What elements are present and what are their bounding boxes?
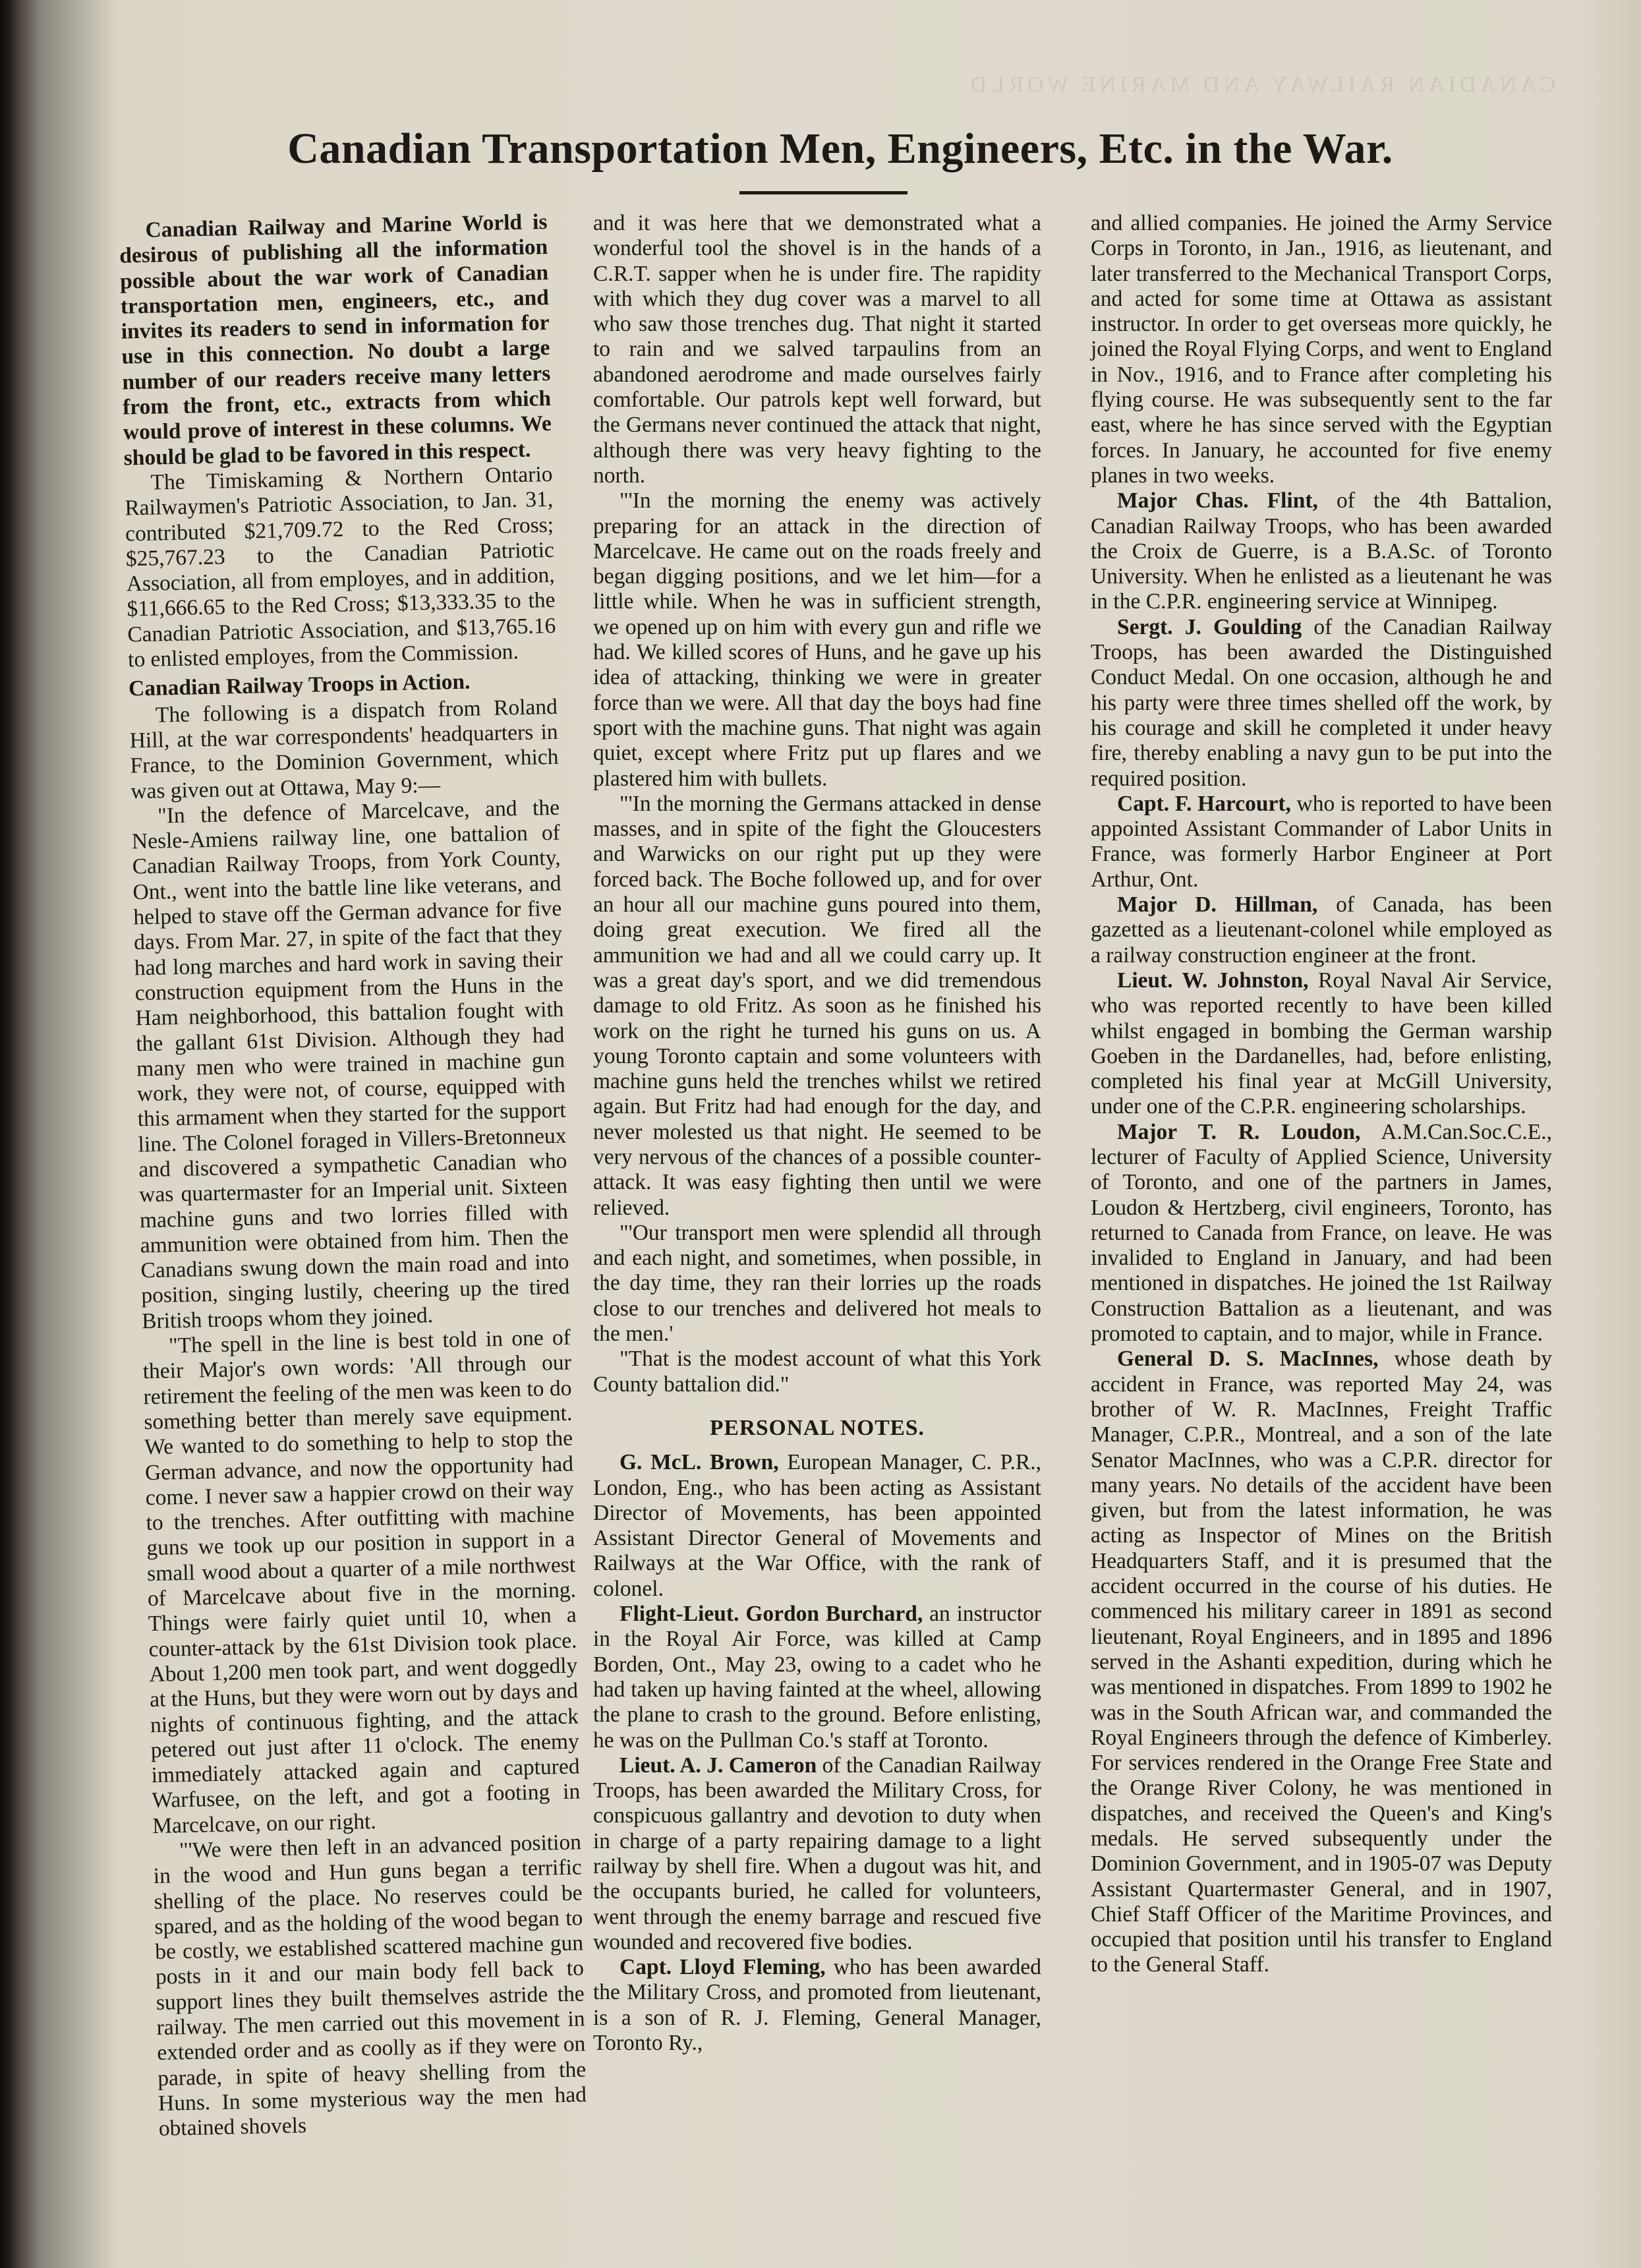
- paragraph: and allied companies. He joined the Army Service Corps in Toronto, in Jan., 1916, as lieutenant, and later transferred to the Mechanical Transport Corps, and acted for some time at Ottawa as assistant instructor. In order to get overseas more quickly, he joined the Royal Flying Corps, and went to England in Nov., 1916, and to France after completing his flying course. He was subsequently sent to the far east, where he has since served with the Egyptian forces. In January, he accounted for five enemy planes in two weeks.: [1091, 211, 1552, 488]
- note-text: whose death by accident in France, was reported May 24, was brother of W. R. MacInnes, Freight Traffic Manager, C.P.R., Montreal, and a son of the late Senator MacInnes, who was a C.P.R. director for many years. No details of the accident have been given, but from the latest information, he was acting as Inspector of Mines on the British Headquarters Staff, and it is presumed that the accident occurred in the course of his duties. He commenced his military career in 1891 as second lieutenant, Royal Engineers, and in 1895 and 1896 served in the Ashanti expedition, during which he was mentioned in dispatches. From 1899 to 1902 he was in the South African war, and commanded the Royal Engineers through the defence of Kimberley. For services rendered in the Orange Free State and the Orange River Colony, he was mentioned in dispatches, and received the Queen's and King's medals. He served subsequently under the Dominion Government, and in 1905-07 was Deputy Assistant Quartermaster General, and in 1907, Chief Staff Officer of the Maritime Provinces, and occupied that position until his transfer to England to the General Staff.: [1091, 1347, 1552, 1977]
- bleed-through-text: CANADIAN RAILWAY AND MARINE WORLD: [966, 73, 1555, 97]
- personal-note: [1091, 1347, 1552, 1977]
- personal-note: [1091, 615, 1552, 792]
- column-3: [1091, 211, 1552, 1978]
- paragraph: and it was here that we demonstrated what a wonderful tool the shovel is in the hands of a C.R.T. sapper when he is under fire. The rapidity with which they dug cover was a marvel to all who saw those trenches dug. That night it started to rain and we salved tarpaulins from an abandoned aerodrome and made ourselves fairly comfortable. Our patrols kept well forward, but the Germans never continued the attack that night, although there was very heavy fighting to the north.: [593, 211, 1041, 488]
- note-text: A.M.Can.Soc.C.E., lecturer of Faculty of Applied Science, University of Toronto, and one of the partners in James, Loudon & Hertzberg, civil engineers, Toronto, has returned to Canada from France, on leave. He was invalided to England in January, and had been mentioned in dispatches. He joined the 1st Railway Construction Battalion as a lieutenant, and was promoted to captain, and to major, while in France.: [1091, 1119, 1552, 1347]
- paragraph: "In the defence of Marcelcave, and the Nesle-Amiens railway line, one battalion of Canadian Railway Troops, from York County, Ont., went into the battle line like veterans, and helped to stave off the German advance for five days. From Mar. 27, in spite of the fact that they had long marches and hard work in saving their construction equipment from the Huns in the Ham neighborhood, this battalion fought with the gallant 61st Division. Although they had many men who were trained in machine gun work, they were not, of course, equipped with this armament when they started for the support line. The Colonel foraged in Villers-Bretonneux and discovered a sympathetic Canadian who was quartermaster for an Imperial unit. Sixteen machine guns and two lorries filled with ammunition were obtained from him. Then the Canadians swung down the main road and into position, singing lustily, cheering up the tired British troops whom they joined.: [131, 795, 570, 1334]
- note-text: an instructor in the Royal Air Force, was killed at Camp Borden, Ont., May 23, owing to a cadet who he had taken up having fainted at the wheel, allowing the plane to crash to the ground. Before enlisting, he was on the Pullman Co.'s staff at Toronto.: [593, 1602, 1041, 1753]
- paragraph: "'We were then left in an advanced position in the wood and Hun guns began a terrific shelling of the place. No reserves could be spared, and as the holding of the wood began to be costly, we established scattered machine gun posts in it and our main body fell back to support lines they built themselves astride the railway. The men carried out this movement in extended order and as coolly as if they were on parade, in spite of heavy shelling from the Huns. In some mysterious way the men had obtained shovels: [153, 1830, 587, 2141]
- note-name: G. McL. Brown,: [619, 1450, 779, 1475]
- note-text: who is reported to have been appointed Assistant Commander of Labor Units in France, was formerly Harbor Engineer at Port Arthur, Ont.: [1091, 791, 1552, 892]
- paragraph: "'In the morning the enemy was actively preparing for an attack in the direction of Marcelcave. He came out on the roads freely and began digging positions, and we let him—for a little while. When he was in sufficient strength, we opened up on him with every gun and rifle we had. We killed scores of Huns, and he gave up his idea of attacking, thinking we were in greater force than we were. All that day the boys had fine sport with the machine guns. That night was again quiet, except where Fritz put up flares and we plastered him with bullets.: [593, 488, 1041, 791]
- personal-note: [593, 1955, 1041, 2056]
- section-heading: Canadian Railway Troops in Action.: [128, 669, 471, 701]
- note-name: Major T. R. Loudon,: [1117, 1119, 1361, 1144]
- note-name: Flight-Lieut. Gordon Burchard,: [619, 1602, 923, 1627]
- note-name: Capt. F. Harcourt,: [1117, 791, 1291, 816]
- intro-paragraph: Canadian Railway and Marine World is desirous of publishing all the information possible about the war work of Canadian transportation men, engineers, etc., and invites its readers to send in information for use in this connection. No doubt a large number of our readers receive many letters from the front, etc., extracts from which would prove of interest in these columns. We should be glad to be favored in this respect.: [119, 210, 552, 471]
- note-text: who has been awarded the Military Cross, and promoted from lieutenant, is a son of R. J. Fleming, General Manager, Toronto Ry.,: [593, 1955, 1041, 2056]
- personal-note: [1091, 488, 1552, 614]
- title-rule: [739, 191, 907, 194]
- note-name: Sergt. J. Goulding: [1117, 614, 1302, 639]
- note-name: Lieut. A. J. Cameron: [619, 1753, 817, 1778]
- personal-note: [1091, 1120, 1552, 1347]
- personal-note: [593, 1450, 1041, 1602]
- note-name: Major Chas. Flint,: [1117, 488, 1318, 513]
- paragraph: The following is a dispatch from Roland Hill, at the war correspondents' headquarters in France, to the Dominion Government, which was given out at Ottawa, May 9:—: [129, 694, 559, 803]
- binding-shadow: [0, 0, 119, 2268]
- personal-note: [593, 1602, 1041, 1753]
- page-title: Canadian Transportation Men, Engineers, Etc. in the War.: [287, 125, 1393, 173]
- paragraph: The Timiskaming & Northern Ontario Railwaymen's Patriotic Association, to Jan. 31, contributed $21,709.72 to the Red Cross; $25,767.23 to the Canadian Patriotic Association, all from employes, and in addition, $11,666.65 to the Red Cross; $13,333.35 to the Canadian Patriotic Association, and $13,765.16 to enlisted employes, from the Commission.: [124, 461, 556, 672]
- personal-note: [1091, 892, 1552, 968]
- paragraph: "'In the morning the Germans attacked in dense masses, and in spite of the fight the Gloucesters and Warwicks on our right put up they were forced back. The Boche followed up, and for over an hour all our machine guns poured into them, doing great execution. We fired all the ammunition we had and all we could carry up. It was a great day's sport, and we did tremendous damage to old Fritz. As soon as he finished his work on the right he turned his guns on us. A young Toronto captain and some volunteers with machine guns held the trenches whilst we retired again. But Fritz had had enough for the day, and never molested us that night. He seemed to be very nervous of the chances of a possible counter-attack. It was easy fighting then until we were relieved.: [593, 791, 1041, 1220]
- note-text: Royal Naval Air Service, who was reported recently to have been killed whilst engaged in bombing the German warship Goeben in the Dardanelles, had, before enlisting, completed his final year at McGill University, under one of the C.P.R. engineering scholarships.: [1091, 968, 1552, 1119]
- section-heading: PERSONAL NOTES.: [710, 1415, 925, 1440]
- paragraph: "'Our transport men were splendid all through and each night, and sometimes, when possible, in the day time, they ran their lorries up the roads close to our trenches and delivered hot meals to the men.': [593, 1220, 1041, 1347]
- paragraph: "The spell in the line is best told in one of their Major's own words: 'All through our retirement the feeling of the men was keen to do something better than merely save equipment. We wanted to do something to help to stop the German advance, and now the opportunity had come. I never saw a happier crowd on their way to the trenches. After outfitting with machine guns we took up our position in support in a small wood about a quarter of a mile northwest of Marcelcave about five in the morning. Things were fairly quiet until 10, when a counter-attack by the 61st Division took place. About 1,200 men took part, and went doggedly at the Huns, but they were worn out by days and nights of continuous fighting, and the attack petered out just after 11 o'clock. The enemy immediately attacked again and captured Warfusee, on the left, and got a footing in Marcelcave, on our right.: [142, 1325, 581, 1838]
- column-2: [593, 211, 1041, 2056]
- note-text: of the Canadian Railway Troops, has been awarded the Military Cross, for conspicuous gallantry and devotion to duty when in charge of a party repairing damage to a light railway by shell fire. When a dugout was hit, and the occupants buried, he called for volunteers, went through the enemy barrage and rescued five wounded and recovered five bodies.: [593, 1753, 1041, 1954]
- personal-note: [1091, 968, 1552, 1120]
- note-name: Lieut. W. Johnston,: [1117, 968, 1309, 993]
- personal-note: [1091, 792, 1552, 892]
- note-text: of the Canadian Railway Troops, has been awarded the Distinguished Conduct Medal. On one occasion, although he and his party were three times shelled off the work, by his courage and skill he completed it under heavy fire, thereby enabling a navy gun to be put into the required position.: [1091, 614, 1552, 791]
- note-text: of Canada, has been gazetted as a lieutenant-colonel while employed as a railway construction engineer at the front.: [1091, 892, 1552, 968]
- note-text: European Manager, C. P.R., London, Eng., who has been acting as Assistant Director of Movements, has been appointed Assistant Director General of Movements and Railways at the War Office, with the rank of colonel.: [593, 1450, 1042, 1601]
- note-name: Capt. Lloyd Fleming,: [619, 1955, 826, 1980]
- column-1: [119, 210, 587, 2142]
- note-name: Major D. Hillman,: [1117, 892, 1318, 917]
- personal-note: [593, 1753, 1041, 1955]
- note-text: of the 4th Battalion, Canadian Railway Troops, who has been awarded the Croix de Guerre, is a B.A.Sc. of Toronto University. When he enlisted as a lieutenant he was in the C.P.R. engineering service at Winnipeg.: [1091, 488, 1553, 614]
- note-name: General D. S. MacInnes,: [1117, 1347, 1379, 1372]
- paragraph: "That is the modest account of what this York County battalion did.": [593, 1347, 1041, 1397]
